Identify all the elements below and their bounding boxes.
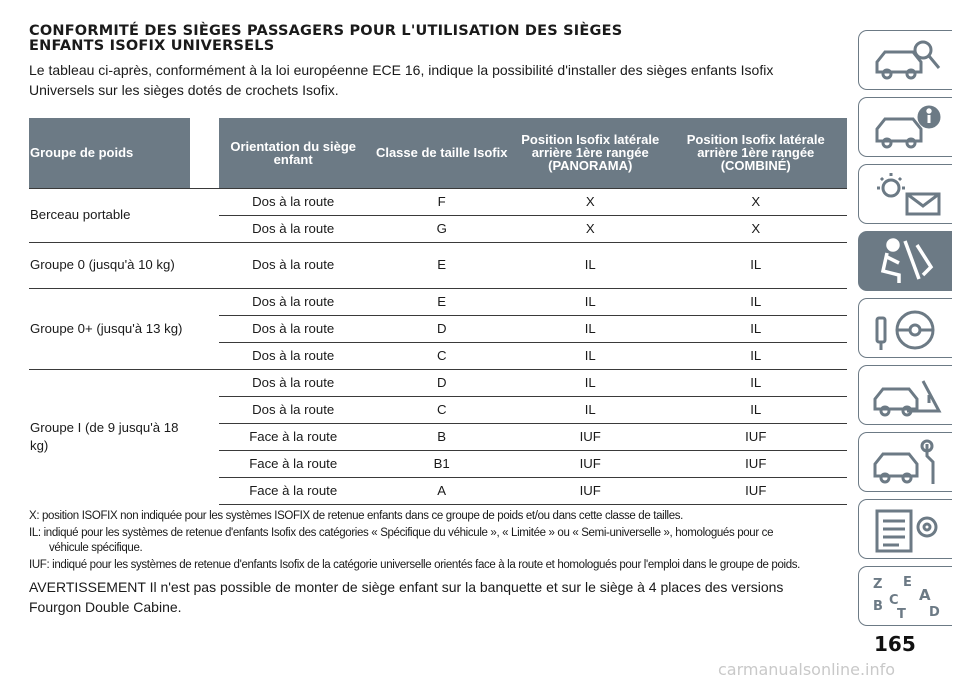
combine-cell: IUF xyxy=(665,423,848,450)
table-row xyxy=(29,369,847,396)
chapter-sidebar xyxy=(858,30,960,633)
panorama-cell: IL xyxy=(516,342,665,369)
note-iuf: IUF: indiqué pour les systèmes de retenue d'enfants Isofix de la catégorie universelle orientés face à la route et homologués pour l'emploi dans le groupe de poids. xyxy=(29,558,801,571)
size-class-cell: C xyxy=(367,342,516,369)
combine-cell: IUF xyxy=(665,477,848,504)
size-class-cell: E xyxy=(367,242,516,288)
orientation-cell: Dos à la route xyxy=(219,315,368,342)
tab-car-search[interactable] xyxy=(858,30,952,90)
panorama-cell: IL xyxy=(516,288,665,315)
panorama-cell: IL xyxy=(516,396,665,423)
note-x: X: position ISOFIX non indiquée pour les systèmes ISOFIX de retenue enfants dans ce groupe de poids et/ou dans cette classe de tailles. xyxy=(29,509,684,522)
car-search-icon xyxy=(869,36,945,86)
car-emergency-icon xyxy=(869,371,945,421)
technical-data-gear-icon xyxy=(869,505,945,555)
combine-cell: X xyxy=(665,215,848,242)
panorama-cell: IL xyxy=(516,315,665,342)
index-letter: T xyxy=(897,607,906,622)
index-letter: E xyxy=(903,575,912,590)
title-line-2: ENFANTS ISOFIX UNIVERSELS xyxy=(29,38,275,54)
tab-starting-driving[interactable] xyxy=(858,298,952,358)
panorama-cell: IUF xyxy=(516,450,665,477)
tab-car-info[interactable] xyxy=(858,97,952,157)
table-row xyxy=(29,242,847,288)
title-line-1: CONFORMITÉ DES SIÈGES PASSAGERS POUR L'UTILISATION DES SIÈGES xyxy=(29,23,623,39)
orientation-cell: Dos à la route xyxy=(219,188,368,215)
note-il xyxy=(29,526,849,556)
header-size-class: Classe de taille Isofix xyxy=(367,118,516,188)
table-header-row xyxy=(29,118,847,188)
watermark: carmanualsonline.info xyxy=(718,660,896,679)
page-number: 165 xyxy=(874,632,916,656)
size-class-cell: G xyxy=(367,215,516,242)
size-class-cell: B xyxy=(367,423,516,450)
warning-paragraph: AVERTISSEMENT Il n'est pas possible de monter de siège enfant sur la banquette et sur le siège à 4 places des versions Fourgon Double Cabine. xyxy=(29,578,784,615)
orientation-cell: Dos à la route xyxy=(219,242,368,288)
size-class-cell: D xyxy=(367,369,516,396)
size-class-cell: D xyxy=(367,315,516,342)
tab-safety[interactable] xyxy=(858,231,952,291)
note-il-line-1: IL: indiqué pour les systèmes de retenue d'enfants Isofix des catégories « Spécifique du véhicule », « Limitée » ou « Semi-universelle », homologués pour ce xyxy=(29,526,774,539)
seat-airbag-icon xyxy=(869,237,945,287)
group-name: Groupe I (de 9 jusqu'à 18 kg) xyxy=(29,369,190,504)
table-body xyxy=(29,188,847,504)
index-letter: D xyxy=(929,605,940,620)
tab-warning-lights[interactable] xyxy=(858,164,952,224)
combine-cell: IUF xyxy=(665,450,848,477)
panorama-cell: IUF xyxy=(516,477,665,504)
orientation-cell: Face à la route xyxy=(219,423,368,450)
panorama-cell: X xyxy=(516,215,665,242)
orientation-cell: Dos à la route xyxy=(219,396,368,423)
group-name: Groupe 0+ (jusqu'à 13 kg) xyxy=(29,288,190,369)
panorama-cell: IUF xyxy=(516,423,665,450)
car-wrench-icon xyxy=(869,438,945,488)
tab-index[interactable] xyxy=(858,566,952,626)
combine-cell: IL xyxy=(665,369,848,396)
group-name: Berceau portable xyxy=(29,188,190,242)
index-letter: B xyxy=(873,599,883,614)
header-combine: Position Isofix latérale arrière 1ère rangée (COMBINÉ) xyxy=(665,118,848,188)
orientation-cell: Face à la route xyxy=(219,477,368,504)
size-class-cell: C xyxy=(367,396,516,423)
combine-cell: IL xyxy=(665,396,848,423)
size-class-cell: F xyxy=(367,188,516,215)
index-letter: C xyxy=(889,593,899,608)
page-title xyxy=(29,24,849,54)
warning-light-message-icon xyxy=(869,170,945,220)
combine-cell: IL xyxy=(665,315,848,342)
combine-cell: IL xyxy=(665,342,848,369)
tab-emergency[interactable] xyxy=(858,365,952,425)
size-class-cell: B1 xyxy=(367,450,516,477)
table-row xyxy=(29,188,847,215)
panorama-cell: IL xyxy=(516,242,665,288)
tab-technical-data[interactable] xyxy=(858,499,952,559)
combine-cell: IL xyxy=(665,242,848,288)
orientation-cell: Dos à la route xyxy=(219,288,368,315)
combine-cell: X xyxy=(665,188,848,215)
note-il-line-2: véhicule spécifique. xyxy=(49,541,143,554)
car-info-icon xyxy=(869,103,945,153)
header-orientation: Orientation du siège enfant xyxy=(219,118,368,188)
table-notes xyxy=(29,509,849,573)
intro-paragraph: Le tableau ci-après, conformément à la loi européenne ECE 16, indique la possibilité d'installer des sièges enfants Isofix Universels sur les sièges dotés de crochets Isofix. xyxy=(29,62,774,98)
header-panorama: Position Isofix latérale arrière 1ère rangée (PANORAMA) xyxy=(516,118,665,188)
table-row xyxy=(29,288,847,315)
orientation-cell: Dos à la route xyxy=(219,369,368,396)
page-content xyxy=(29,24,849,617)
header-gap xyxy=(190,118,219,188)
tab-maintenance[interactable] xyxy=(858,432,952,492)
combine-cell: IL xyxy=(665,288,848,315)
size-class-cell: A xyxy=(367,477,516,504)
header-weight-group: Groupe de poids xyxy=(29,118,190,188)
index-letter: Z xyxy=(873,577,883,592)
panorama-cell: IL xyxy=(516,369,665,396)
index-letter: A xyxy=(919,586,931,604)
group-name: Groupe 0 (jusqu'à 10 kg) xyxy=(29,242,190,288)
panorama-cell: X xyxy=(516,188,665,215)
orientation-cell: Face à la route xyxy=(219,450,368,477)
size-class-cell: E xyxy=(367,288,516,315)
steering-wheel-key-icon xyxy=(869,304,945,354)
isofix-compatibility-table xyxy=(29,118,847,505)
orientation-cell: Dos à la route xyxy=(219,215,368,242)
orientation-cell: Dos à la route xyxy=(219,342,368,369)
alphabetical-index-icon xyxy=(869,572,945,622)
